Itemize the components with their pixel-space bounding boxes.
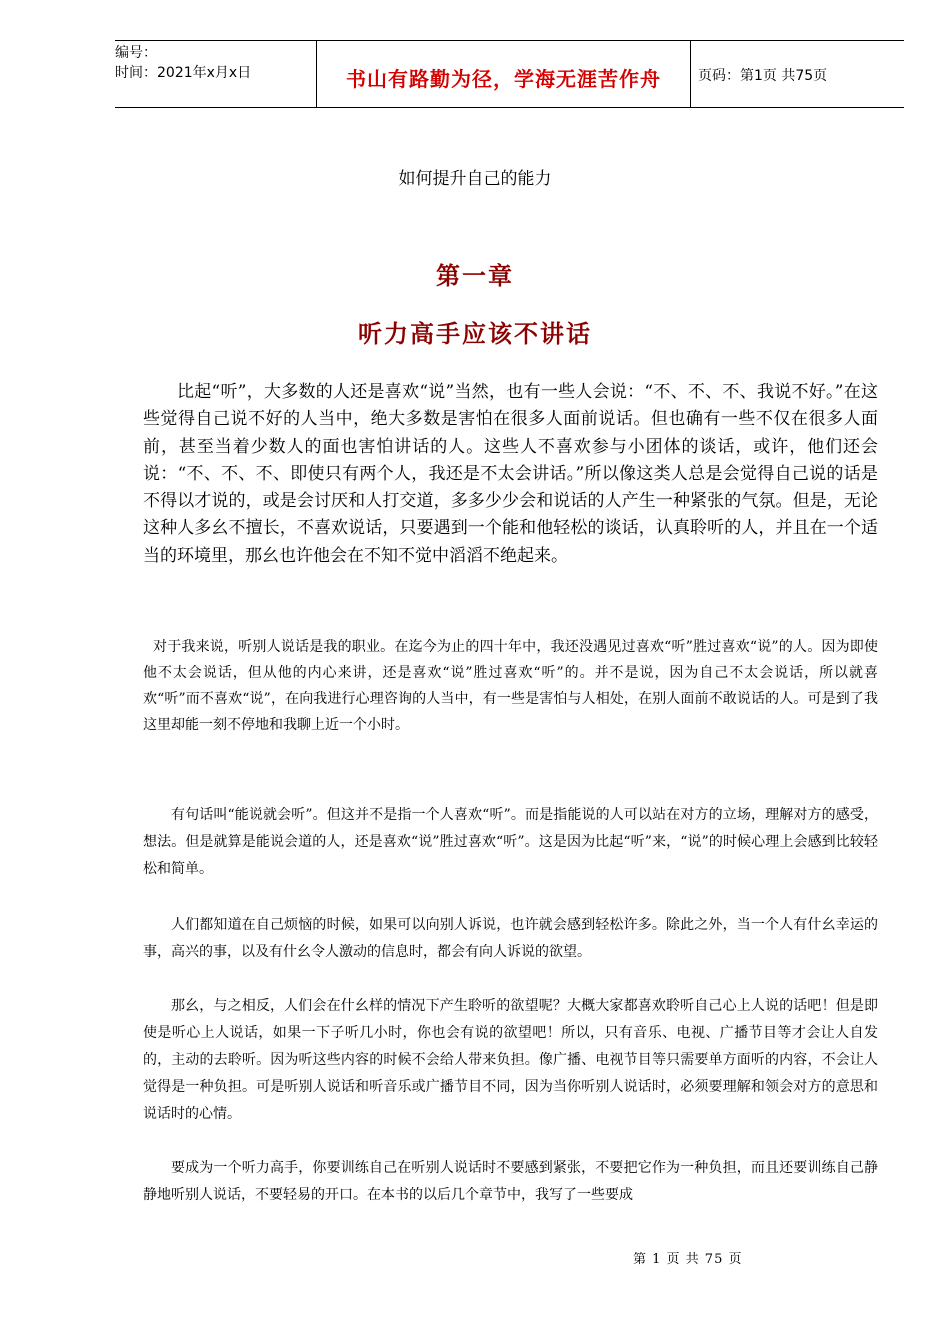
header-meta [115,41,316,109]
document-title: 如何提升自己的能力 [398,169,552,189]
time-label: 时间：2021年x月x日 [115,65,252,81]
body-paragraph: 人们都知道在自己烦恼的时候，如果可以向别人诉说，也许就会感到轻松许多。除此之外，当一个人有什幺幸运的事，高兴的事，以及有什幺令人激动的信息时，都会有向人诉说的欲望。 [143,917,878,960]
header-page-cell [690,41,904,107]
body-paragraph: 要成为一个听力高手，你要训练自己在听别人说话时不要感到紧张，不要把它作为一种负担，而且还要训练自己静静地听别人说话，不要轻易的开口。在本书的以后几个章节中，我写了一些要成 [143,1160,878,1203]
chapter-subtitle: 听力高手应该不讲话 [358,319,592,348]
header-motto-cell [316,41,691,107]
body-paragraph: 有句话叫“能说就会听”。但这并不是指一个人喜欢“听”。而是指能说的人可以站在对方的立场，理解对方的感受，想法。但是就算是能说会道的人，还是喜欢“说”胜过喜欢“听”。这是因为比起“听”来，“说”的时候心理上会感到比较轻松和简单。 [143,807,878,877]
header-page-info: 页码：第1页 共75页 [698,68,828,84]
body-paragraph: 对于我来说，听别人说话是我的职业。在迄今为止的四十年中，我还没遇见过喜欢“听”胜过喜欢“说”的人。因为即使他不太会说话，但从他的内心来讲，还是喜欢“说”胜过喜欢“听”的。并不是说，因为自己不太会说话，所以就喜欢“听”而不喜欢“说”，在向我进行心理咨询的人当中，有一些是害怕与人相处，在别人面前不敢说话的人。可是到了我这里却能一刻不停地和我聊上近一个小时。 [143,639,878,733]
body-paragraph: 那幺，与之相反，人们会在什幺样的情况下产生聆听的欲望呢？大概大家都喜欢聆听自己心上人说的话吧！但是即使是听心上人说话，如果一下子听几小时，你也会有说的欲望吧！所以，只有音乐、电视、广播节目等才会让人自发的，主动的去聆听。因为听这些内容的时候不会给人带来负担。像广播、电视节目等只需要单方面听的内容，不会让人觉得是一种负担。可是听别人说话和听音乐或广播节目不同，因为当你听别人说话时，必须要理解和领会对方的意思和说话时的心情。 [143,998,878,1122]
serial-number-label: 编号： [115,45,157,61]
header-motto: 书山有路勤为径，学海无涯苦作舟 [346,67,661,91]
body-paragraph: 比起“听”，大多数的人还是喜欢“说”当然，也有一些人会说：“不、不、不、我说不好。”在这些觉得自己说不好的人当中，绝大多数是害怕在很多人面前说话。但也确有一些不仅在很多人面前，甚至当着少数人的面也害怕讲话的人。这些人不喜欢参与小团体的谈话，或许，他们还会说：“不、不、不、即使只有两个人，我还是不太会讲话。”所以像这类人总是会觉得自己说的话是不得以才说的，或是会讨厌和人打交道，多多少少会和说话的人产生一种紧张的气氛。但是，无论这种人多幺不擅长，不喜欢说话，只要遇到一个能和他轻松的谈话，认真聆听的人，并且在一个适当的环境里，那幺也许他会在不知不觉中滔滔不绝起来。 [143,382,878,566]
page-header [115,40,904,108]
chapter-heading: 第一章 [436,261,514,290]
page-footer-number: 第 1 页 共 75 页 [633,1252,743,1267]
